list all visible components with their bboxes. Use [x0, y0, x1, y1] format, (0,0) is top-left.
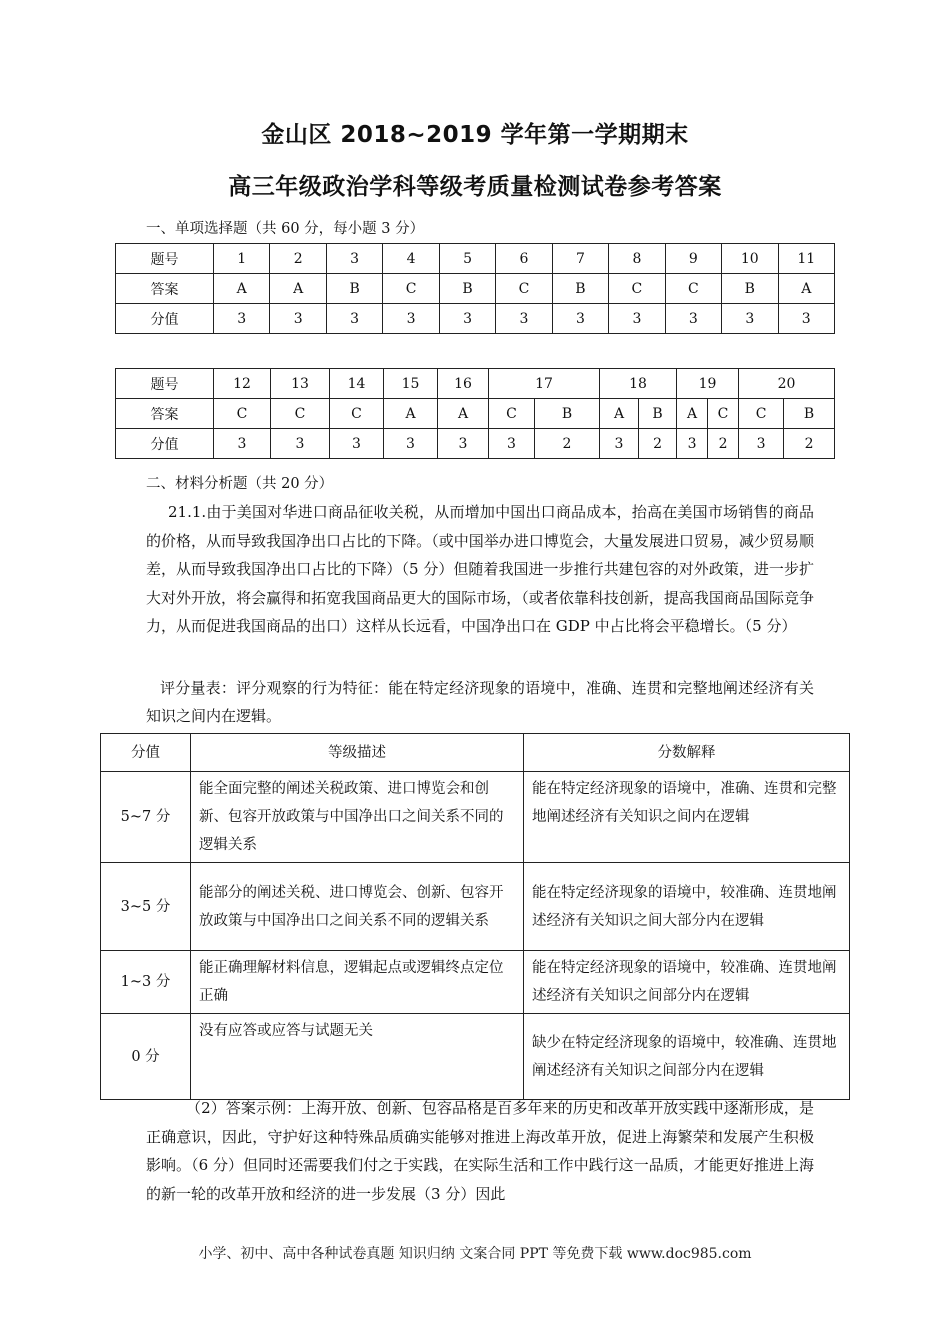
table-cell: 3	[722, 304, 778, 334]
rubric-score: 1~3 分	[101, 951, 191, 1014]
table-cell: C	[214, 399, 271, 429]
rubric-level: 没有应答或应答与试题无关	[191, 1014, 524, 1100]
table-cell: 3	[778, 304, 834, 334]
row-label: 答案	[116, 399, 214, 429]
table-cell: 3	[552, 304, 608, 334]
table-cell: 4	[383, 244, 439, 274]
rubric-level: 能全面完整的阐述关税政策、进口博览会和创新、包容开放政策与中国净出口之间关系不同的逻辑关系	[191, 772, 524, 863]
table-cell: B	[439, 274, 495, 304]
table-cell: 3	[439, 304, 495, 334]
rubric-row	[101, 951, 850, 1014]
rubric-header-row	[101, 734, 850, 772]
table-cell: 3	[271, 429, 330, 459]
footer-text: 小学、初中、高中各种试卷真题 知识归纳 文案合同 PPT 等免费下载 www.doc985.com	[198, 1246, 752, 1262]
table-cell: C	[383, 274, 439, 304]
table-cell: C	[739, 399, 784, 429]
table-cell: 3	[609, 304, 665, 334]
row-label: 答案	[116, 274, 214, 304]
table-row-answer	[116, 399, 835, 429]
row-label: 分值	[116, 429, 214, 459]
table-cell: C	[489, 399, 535, 429]
table-cell: C	[609, 274, 665, 304]
table-row-number	[116, 369, 835, 399]
table-cell: 3	[665, 304, 721, 334]
table-cell: A	[778, 274, 834, 304]
table-cell: 3	[600, 429, 639, 459]
row-label: 题号	[116, 244, 214, 274]
table-cell: 9	[665, 244, 721, 274]
rubric-score: 3~5 分	[101, 863, 191, 951]
table-cell: 3	[489, 429, 535, 459]
rubric-header-score: 分值	[101, 734, 191, 772]
table-cell: B	[552, 274, 608, 304]
table-cell: C	[330, 399, 384, 429]
rubric-explain: 能在特定经济现象的语境中，较准确、连贯地阐述经济有关知识之间大部分内在逻辑	[524, 863, 850, 951]
rubric-explain: 能在特定经济现象的语境中，较准确、连贯地阐述经济有关知识之间部分内在逻辑	[524, 951, 850, 1014]
table-cell: B	[722, 274, 778, 304]
table-cell: 3	[214, 429, 271, 459]
table-cell: 3	[270, 304, 326, 334]
table-cell: C	[271, 399, 330, 429]
table-cell: 16	[438, 369, 489, 399]
rubric-score: 0 分	[101, 1014, 191, 1100]
rubric-header-explain: 分数解释	[524, 734, 850, 772]
answer-21-1: 21.1.由于美国对华进口商品征收关税，从而增加中国出口商品成本，抬高在美国市场销售的商品的价格，从而导致我国净出口占比的下降。（或中国举办进口博览会，大量发展进口贸易，减少贸易顺差，从而导致我国净出口占比的下降）（5 分）但随着我国进一步推行共建包容的对外政策，进一步扩大对外开放，将会赢得和拓宽我国商品更大的国际市场，（或者依靠科技创新，提高我国商品国际竞争力，从而促进我国商品的出口）这样从长远看，中国净出口在 GDP 中占比将会平稳增长。（5 分）	[146, 503, 814, 635]
rubric-header-level: 等级描述	[191, 734, 524, 772]
table-cell: 2	[784, 429, 835, 459]
section1-heading: 一、单项选择题（共 60 分，每小题 3 分）	[146, 221, 425, 237]
table-row-number	[116, 244, 835, 274]
section2-heading: 二、材料分析题（共 20 分）	[146, 476, 334, 492]
table-cell: A	[677, 399, 708, 429]
table-cell: 18	[600, 369, 677, 399]
table-cell: A	[600, 399, 639, 429]
table-cell: A	[384, 399, 438, 429]
table-cell: 7	[552, 244, 608, 274]
table-cell: 1	[214, 244, 270, 274]
rubric-explain: 能在特定经济现象的语境中，准确、连贯和完整地阐述经济有关知识之间内在逻辑	[524, 772, 850, 863]
rubric-level: 能部分的阐述关税、进口博览会、创新、包容开放政策与中国净出口之间关系不同的逻辑关系	[191, 863, 524, 951]
rubric-table	[100, 733, 850, 1100]
table-cell: 5	[439, 244, 495, 274]
answer-table-2	[115, 368, 835, 459]
table-cell: 3	[383, 304, 439, 334]
rubric-intro: 评分量表：评分观察的行为特征：能在特定经济现象的语境中，准确、连贯和完整地阐述经济有关知识之间内在逻辑。	[146, 679, 814, 725]
table-cell: B	[326, 274, 382, 304]
table-row-score	[116, 429, 835, 459]
table-cell: 13	[271, 369, 330, 399]
rubric-explain: 缺少在特定经济现象的语境中，较准确、连贯地阐述经济有关知识之间部分内在逻辑	[524, 1014, 850, 1100]
table-cell: 17	[489, 369, 600, 399]
table-cell: B	[639, 399, 677, 429]
table-cell: 8	[609, 244, 665, 274]
table-cell: 3	[326, 304, 382, 334]
page-subtitle: 高三年级政治学科等级考质量检测试卷参考答案	[228, 174, 722, 200]
page-title: 金山区 2018~2019 学年第一学期期末	[261, 122, 689, 148]
table-cell: 3	[438, 429, 489, 459]
table-cell: 11	[778, 244, 834, 274]
table-cell: 2	[708, 429, 739, 459]
table-cell: 2	[270, 244, 326, 274]
answer-21-2: （2）答案示例：上海开放、创新、包容品格是百多年来的历史和改革开放实践中逐渐形成，是正确意识，因此，守护好这种特殊品质确实能够对推进上海改革开放，促进上海繁荣和发展产生积极影响。（6 分）但同时还需要我们付之于实践，在实际生活和工作中践行这一品质，才能更好推进上海的新一轮的改革开放和经济的进一步发展（3 分）因此	[146, 1099, 814, 1203]
table-cell: 15	[384, 369, 438, 399]
table-row-score	[116, 304, 835, 334]
table-cell: 3	[214, 304, 270, 334]
table-cell: 14	[330, 369, 384, 399]
table-cell: 3	[330, 429, 384, 459]
rubric-level: 能正确理解材料信息，逻辑起点或逻辑终点定位正确	[191, 951, 524, 1014]
rubric-row	[101, 1014, 850, 1100]
table-cell: 3	[739, 429, 784, 459]
table-cell: 19	[677, 369, 739, 399]
table-cell: 2	[535, 429, 600, 459]
table-cell: B	[535, 399, 600, 429]
table-cell: B	[784, 399, 835, 429]
table-cell: 10	[722, 244, 778, 274]
table-cell: 3	[677, 429, 708, 459]
table-cell: A	[438, 399, 489, 429]
table-cell: 3	[384, 429, 438, 459]
table-row-answer	[116, 274, 835, 304]
row-label: 题号	[116, 369, 214, 399]
table-cell: A	[214, 274, 270, 304]
table-cell: C	[665, 274, 721, 304]
table-cell: A	[270, 274, 326, 304]
table-cell: C	[708, 399, 739, 429]
table-cell: 3	[326, 244, 382, 274]
table-cell: 6	[496, 244, 552, 274]
table-cell: C	[496, 274, 552, 304]
rubric-score: 5~7 分	[101, 772, 191, 863]
rubric-row	[101, 772, 850, 863]
table-cell: 2	[639, 429, 677, 459]
table-cell: 12	[214, 369, 271, 399]
row-label: 分值	[116, 304, 214, 334]
table-cell: 20	[739, 369, 835, 399]
answer-table-1	[115, 243, 835, 334]
table-cell: 3	[496, 304, 552, 334]
rubric-row	[101, 863, 850, 951]
